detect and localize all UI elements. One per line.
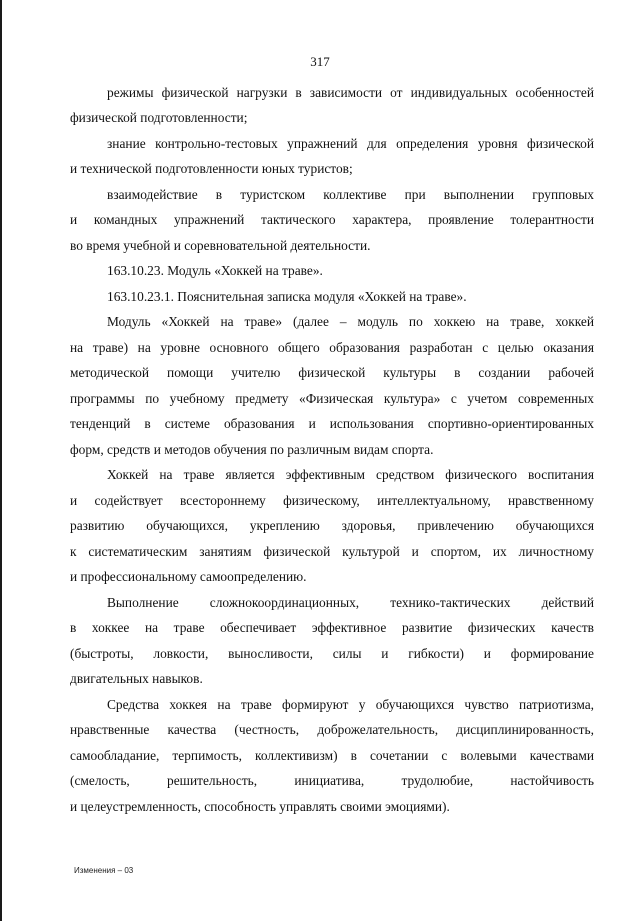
text-line: и профессиональному самоопределению. (70, 569, 307, 584)
text-line: к систематическим занятиям физической культурой и спортом, их личностному (70, 544, 594, 559)
text-line: во время учебной и соревновательной деятельности. (70, 238, 371, 253)
text-line: нравственные качества (честность, доброжелательность, дисциплинированность, (70, 722, 594, 737)
text-line: программы по учебному предмету «Физическая культура» с учетом современных (70, 391, 594, 406)
text-line: и целеустремленность, способность управлять своими эмоциями). (70, 799, 450, 814)
text-line: Средства хоккея на траве формируют у обучающихся чувство патриотизма, (107, 697, 594, 712)
text-line: в хоккее на траве обеспечивает эффективное развитие физических качеств (70, 620, 594, 635)
text-line: знание контрольно-тестовых упражнений для определения уровня физической (107, 136, 594, 151)
text-line: методической помощи учителю физической культуры в создании рабочей (70, 365, 594, 380)
text-line: взаимодействие в туристском коллективе при выполнении групповых (107, 187, 594, 202)
text-line: Выполнение сложнокоординационных, технико-тактических действий (107, 595, 594, 610)
text-line: тенденций в системе образования и использования спортивно-ориентированных (70, 416, 594, 431)
text-line: и содействует всестороннему физическому, интеллектуальному, нравственному (70, 493, 594, 508)
text-line: Модуль «Хоккей на траве» (далее – модуль по хоккею на траве, хоккей (107, 314, 594, 329)
footer-revision: Изменения – 03 (74, 866, 134, 875)
text-line: самообладание, терпимость, коллективизм) в сочетании с волевыми качествами (70, 748, 594, 763)
text-line: физической подготовленности; (70, 110, 248, 125)
text-line: и командных упражнений тактического характера, проявление толерантности (70, 212, 594, 227)
text-line: и технической подготовленности юных туристов; (70, 161, 353, 176)
text-line: режимы физической нагрузки в зависимости от индивидуальных особенностей (107, 85, 594, 100)
section-heading: 163.10.23. Модуль «Хоккей на траве». (107, 263, 323, 278)
text-line: форм, средств и методов обучения по различным видам спорта. (70, 442, 434, 457)
text-line: (смелость, решительность, инициатива, трудолюбие, настойчивость (70, 773, 594, 788)
text-line: двигательных навыков. (70, 671, 203, 686)
scan-edge (0, 0, 2, 921)
text-line: Хоккей на траве является эффективным средством физического воспитания (107, 467, 594, 482)
section-heading: 163.10.23.1. Пояснительная записка модуля «Хоккей на траве». (107, 289, 467, 304)
page-number: 317 (310, 54, 330, 69)
text-line: на траве) на уровне основного общего образования разработан с целью оказания (70, 340, 594, 355)
text-line: развитию обучающихся, укреплению здоровья, привлечению обучающихся (70, 518, 594, 533)
text-line: (быстроты, ловкости, выносливости, силы и гибкости) и формирование (70, 646, 594, 661)
